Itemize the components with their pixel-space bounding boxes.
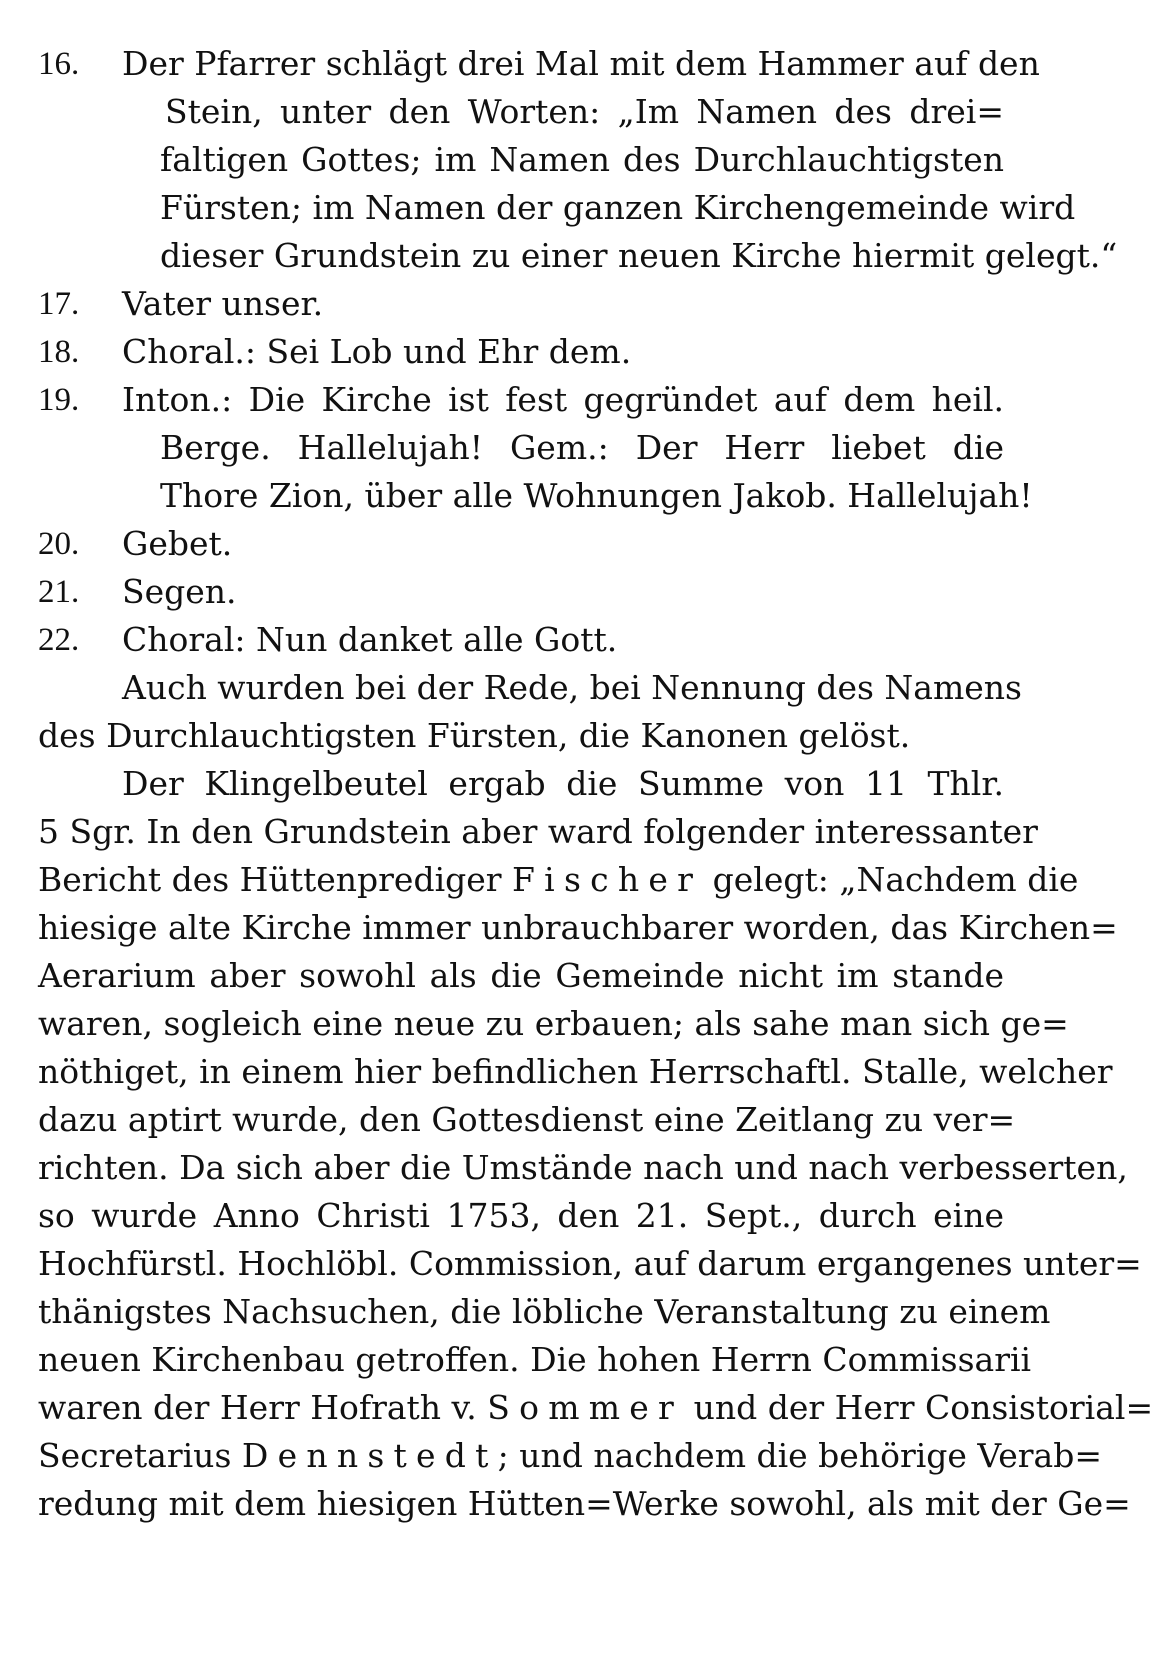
item-number-18: 18.	[38, 334, 80, 370]
name-sommer: Sommer	[487, 1388, 684, 1427]
item-19-line-3: Thore Zion, über alle Wohnungen Jakob. Hallelujah!	[160, 476, 1033, 515]
item-20-text: Gebet.	[122, 524, 233, 563]
item-number-22: 22.	[38, 622, 80, 658]
paragraph-2-line-16: redung mit dem hiesigen Hütten=Werke sowohl, als mit der Ge=	[38, 1484, 1131, 1523]
item-16-line-4: Fürsten; im Namen der ganzen Kirchengemeinde wird	[160, 188, 1076, 227]
paragraph-2-line-15	[38, 1430, 1102, 1482]
name-dennstedt: Dennstedt	[241, 1436, 498, 1475]
paragraph-2-line-15-start: Secretarius	[38, 1436, 232, 1475]
paragraph-2-line-14	[38, 1382, 1153, 1434]
item-22-text: Choral: Nun danket alle Gott.	[122, 620, 618, 659]
paragraph-2-line-1: Der Klingelbeutel ergab die Summe von 11 Thlr.	[122, 764, 1004, 803]
paragraph-2-line-14-end: und der Herr Consistorial=	[693, 1388, 1153, 1427]
paragraph-2-line-11: Hochfürstl. Hochlöbl. Commission, auf darum ergangenes unter=	[38, 1244, 1142, 1283]
item-19-line-2: Berge. Hallelujah! Gem.: Der Herr liebet die	[160, 428, 1004, 467]
item-16-line-1: Der Pfarrer schlägt drei Mal mit dem Hammer auf den	[122, 44, 1040, 83]
item-16-line-3: faltigen Gottes; im Namen des Durchlauchtigsten	[160, 140, 1004, 179]
item-16-line-5: dieser Grundstein zu einer neuen Kirche hiermit gelegt.“	[160, 236, 1118, 275]
paragraph-2-line-3-end: gelegt: „Nachdem die	[712, 860, 1079, 899]
item-number-21: 21.	[38, 574, 80, 610]
item-number-17: 17.	[38, 286, 80, 322]
paragraph-2-line-2: 5 Sgr. In den Grundstein aber ward folgender interessanter	[38, 812, 1038, 851]
item-number-19: 19.	[38, 382, 80, 418]
paragraph-2-line-5: Aerarium aber sowohl als die Gemeinde nicht im stande	[38, 956, 1004, 995]
paragraph-1-line-1: Auch wurden bei der Rede, bei Nennung des Namens	[122, 668, 1022, 707]
paragraph-2-line-12: thänigstes Nachsuchen, die löbliche Veranstaltung zu einem	[38, 1292, 1051, 1331]
paragraph-2-line-6: waren, sogleich eine neue zu erbauen; als sahe man sich ge=	[38, 1004, 1069, 1043]
item-21-text: Segen.	[122, 572, 237, 611]
item-19-line-1: Inton.: Die Kirche ist fest gegründet auf dem heil.	[122, 380, 1004, 419]
item-16-line-2: Stein, unter den Worten: „Im Namen des drei=	[165, 92, 1004, 131]
paragraph-2-line-8: dazu aptirt wurde, den Gottesdienst eine Zeitlang zu ver=	[38, 1100, 1016, 1139]
item-number-20: 20.	[38, 526, 80, 562]
paragraph-1-line-2: des Durchlauchtigsten Fürsten, die Kanonen gelöst.	[38, 716, 911, 755]
paragraph-2-line-3	[38, 854, 1079, 906]
item-18-text: Choral.: Sei Lob und Ehr dem.	[122, 332, 632, 371]
paragraph-2-line-14-start: waren der Herr Hofrath v.	[38, 1388, 477, 1427]
paragraph-2-line-4: hiesige alte Kirche immer unbrauchbarer worden, das Kirchen=	[38, 908, 1118, 947]
paragraph-2-line-10: so wurde Anno Christi 1753, den 21. Sept., durch eine	[38, 1196, 1004, 1235]
item-number-16: 16.	[38, 46, 80, 82]
item-17-text: Vater unser.	[122, 284, 324, 323]
paragraph-2-line-15-end: ; und nachdem die behörige Verab=	[497, 1436, 1102, 1475]
paragraph-2-line-9: richten. Da sich aber die Umstände nach und nach verbesserten,	[38, 1148, 1128, 1187]
paragraph-2-line-3-start: Bericht des Hüttenprediger	[38, 860, 502, 899]
paragraph-2-line-13: neuen Kirchenbau getroffen. Die hohen Herrn Commissarii	[38, 1340, 1032, 1379]
paragraph-2-line-7: nöthiget, in einem hier befindlichen Herrschaftl. Stalle, welcher	[38, 1052, 1113, 1091]
name-fischer: Fischer	[512, 860, 703, 899]
